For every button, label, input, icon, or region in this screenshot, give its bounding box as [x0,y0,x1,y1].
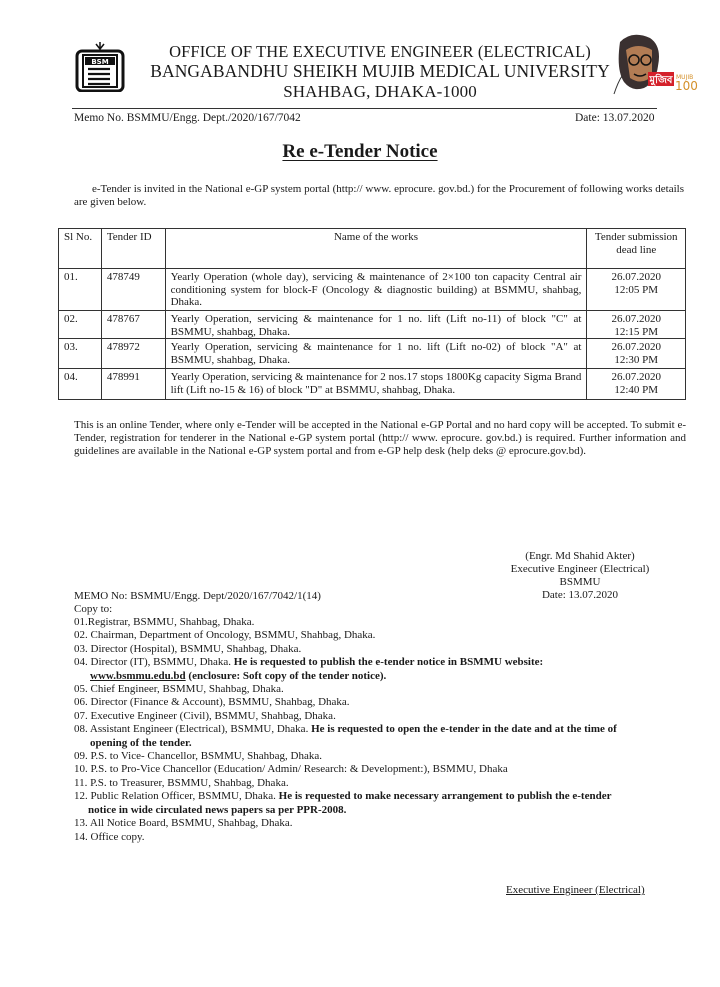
deadline-time: 12:05 PM [614,283,659,296]
deadline-time: 12:15 PM [614,325,659,338]
copy-item-text: 02. Chairman, Department of Oncology, BSMMU, Shahbag, Dhaka. [74,629,376,642]
copy-item-text: 06. Director (Finance & Account), BSMMU, Shahbag, Dhaka. [74,696,350,709]
deadline-date: 26.07.2020 [611,371,661,383]
cell-tender-id: 478749 [101,269,165,311]
copy-item [74,643,694,656]
deadline-time: 12:30 PM [614,353,659,366]
copy-item-continuation [74,804,694,817]
deadline-date: 26.07.2020 [611,341,661,353]
copy-item-enclosure: (enclosure: Soft copy of the tender notice). [185,669,387,682]
cell-sl: 01. [59,269,102,311]
online-tender-paragraph: This is an online Tender, where only e-Tender will be accepted in the National e-GP Portal and no hard copy will be accepted. To submit e-Tender, registration for tenderer in the National e-GP system portal (http:// www. eprocure. gov.bd.) is required. Further information and guidelines are available in the National e-GP system portal and from e-GP help desk (help deks @ eprocure.gov.bd). [74,419,686,457]
copy-item [74,723,694,750]
copy-item-instruction: He is requested to publish the e-tender notice in BSMMU website: [233,656,544,669]
copy-item [74,629,694,642]
copy-to-list [74,616,694,844]
memo-number: Memo No. BSMMU/Engg. Dept./2020/167/7042 [74,112,301,124]
copy-item-text: 10. P.S. to Pro-Vice Chancellor (Education/ Admin/ Research: & Development:), BSMMU, Dhaka [74,763,508,776]
copy-item-text: 05. Chief Engineer, BSMMU, Shahbag, Dhaka. [74,683,284,696]
table-row [59,311,686,339]
cell-work-name: Yearly Operation, servicing & maintenance for 1 no. lift (Lift no-02) of block "A" at BSMMU, shahbag, Dhaka. [165,339,587,369]
copy-item-text: 04. Director (IT), BSMMU, Dhaka. [74,656,234,669]
cell-sl: 04. [59,369,102,400]
copy-item-text: 12. Public Relation Officer, BSMMU, Dhaka. [74,790,279,803]
copy-item-text: 14. Office copy. [74,830,145,843]
copy-item [74,763,694,776]
tender-table [58,228,686,400]
cell-tender-id: 478972 [101,339,165,369]
copy-item-instruction-cont: opening of the tender. [90,736,192,749]
copy-item-text: 11. P.S. to Treasurer, BSMMU, Shahbag, Dhaka. [74,776,289,789]
svg-text:BSM: BSM [91,58,109,66]
copy-item [74,750,694,763]
cell-tender-id: 478991 [101,369,165,400]
svg-text:মুজিব: মুজিব [649,75,673,86]
intro-paragraph: e-Tender is invited in the National e-GP system portal (http:// www. eprocure. gov.bd.) for the Procurement of following works details are given below. [74,183,684,208]
cell-work-name: Yearly Operation (whole day), servicing & maintenance of 2×100 ton capacity Central air conditioning system for block-F (Oncology & diagnostic building) at BSMMU, shahbag, Dhaka. [165,269,587,311]
cell-deadline [587,311,686,339]
cell-deadline [587,339,686,369]
svg-text:MUJIB: MUJIB [676,74,694,81]
notice-title [0,141,720,163]
table-row [59,369,686,400]
table-row [59,339,686,369]
deadline-time: 12:40 PM [614,383,659,396]
copy-item [74,656,694,683]
copy-item-text: 08. Assistant Engineer (Electrical), BSMMU, Dhaka. [74,723,312,736]
copy-to-label: Copy to: [74,603,113,615]
copy-item-instruction: He is requested to open the e-tender in the date and at the time of [311,723,617,736]
memo-date: Date: 13.07.2020 [575,112,655,124]
copy-item [74,817,694,830]
copy-item-text: 13. All Notice Board, BSMMU, Shahbag, Dhaka. [74,817,293,830]
cell-sl: 03. [59,339,102,369]
copy-item [74,790,694,817]
header-sl-no: Sl No. [59,229,102,269]
university-address: SHAHBAG, DHAKA-1000 [283,82,477,101]
copy-item-continuation [74,737,694,750]
cell-work-name: Yearly Operation, servicing & maintenance for 2 nos.17 stops 1800Kg capacity Sigma Brand lift (Lift no-15 & 16) of block "D" at BSMMU, shahbag, Dhaka. [165,369,587,400]
signatory-org: BSMMU [559,576,601,588]
deadline-date: 26.07.2020 [611,313,661,325]
notice-title-text: Re e-Tender Notice [282,141,438,162]
header-name-of-works: Name of the works [165,229,587,269]
copy-memo-number: MEMO No: BSMMU/Engg. Dept/2020/167/7042/1(14) [74,590,321,602]
copy-item [74,696,694,709]
copy-item [74,683,694,696]
cell-deadline [587,269,686,311]
signatory-name: (Engr. Md Shahid Akter) [525,550,635,562]
copy-item [74,710,694,723]
table-row [59,269,686,311]
mujib-100-logo-icon [612,32,702,98]
cell-tender-id: 478767 [101,311,165,339]
copy-item-text: 03. Director (Hospital), BSMMU, Shahbag, Dhaka. [74,642,302,655]
copy-item-text: 09. P.S. to Vice- Chancellor, BSMMU, Shahbag, Dhaka. [74,750,323,763]
copy-item-instruction-cont: notice in wide circulated news papers sa per PPR-2008. [88,803,347,816]
cell-work-name: Yearly Operation, servicing & maintenance for 1 no. lift (Lift no-11) of block "C" at BSMMU, shahbag, Dhaka. [165,311,587,339]
office-title: OFFICE OF THE EXECUTIVE ENGINEER (ELECTRICAL) [169,42,591,61]
copy-item-continuation [74,670,694,683]
header-divider [72,108,657,109]
footer-signature: Executive Engineer (Electrical) [506,884,645,896]
university-name: BANGABANDHU SHEIKH MUJIB MEDICAL UNIVERSITY [150,61,610,81]
header-deadline: Tender submission dead line [587,229,686,269]
cell-deadline [587,369,686,400]
header-tender-id: Tender ID [101,229,165,269]
signature-block [500,550,660,602]
signature-date: Date: 13.07.2020 [541,589,619,601]
table-header-row [59,229,686,269]
deadline-date: 26.07.2020 [611,271,661,283]
copy-item [74,831,694,844]
copy-item-text: 07. Executive Engineer (Civil), BSMMU, Shahbag, Dhaka. [74,709,336,722]
svg-text:100: 100 [675,79,698,93]
copy-item-text: 01.Registrar, BSMMU, Shahbag, Dhaka. [74,616,255,628]
copy-item [74,777,694,790]
signatory-designation: Executive Engineer (Electrical) [510,563,650,575]
cell-sl: 02. [59,311,102,339]
copy-item [74,616,694,629]
website-link[interactable]: www.bsmmu.edu.bd [90,669,186,682]
copy-item-instruction: He is requested to make necessary arrangement to publish the e-tender [278,790,612,803]
